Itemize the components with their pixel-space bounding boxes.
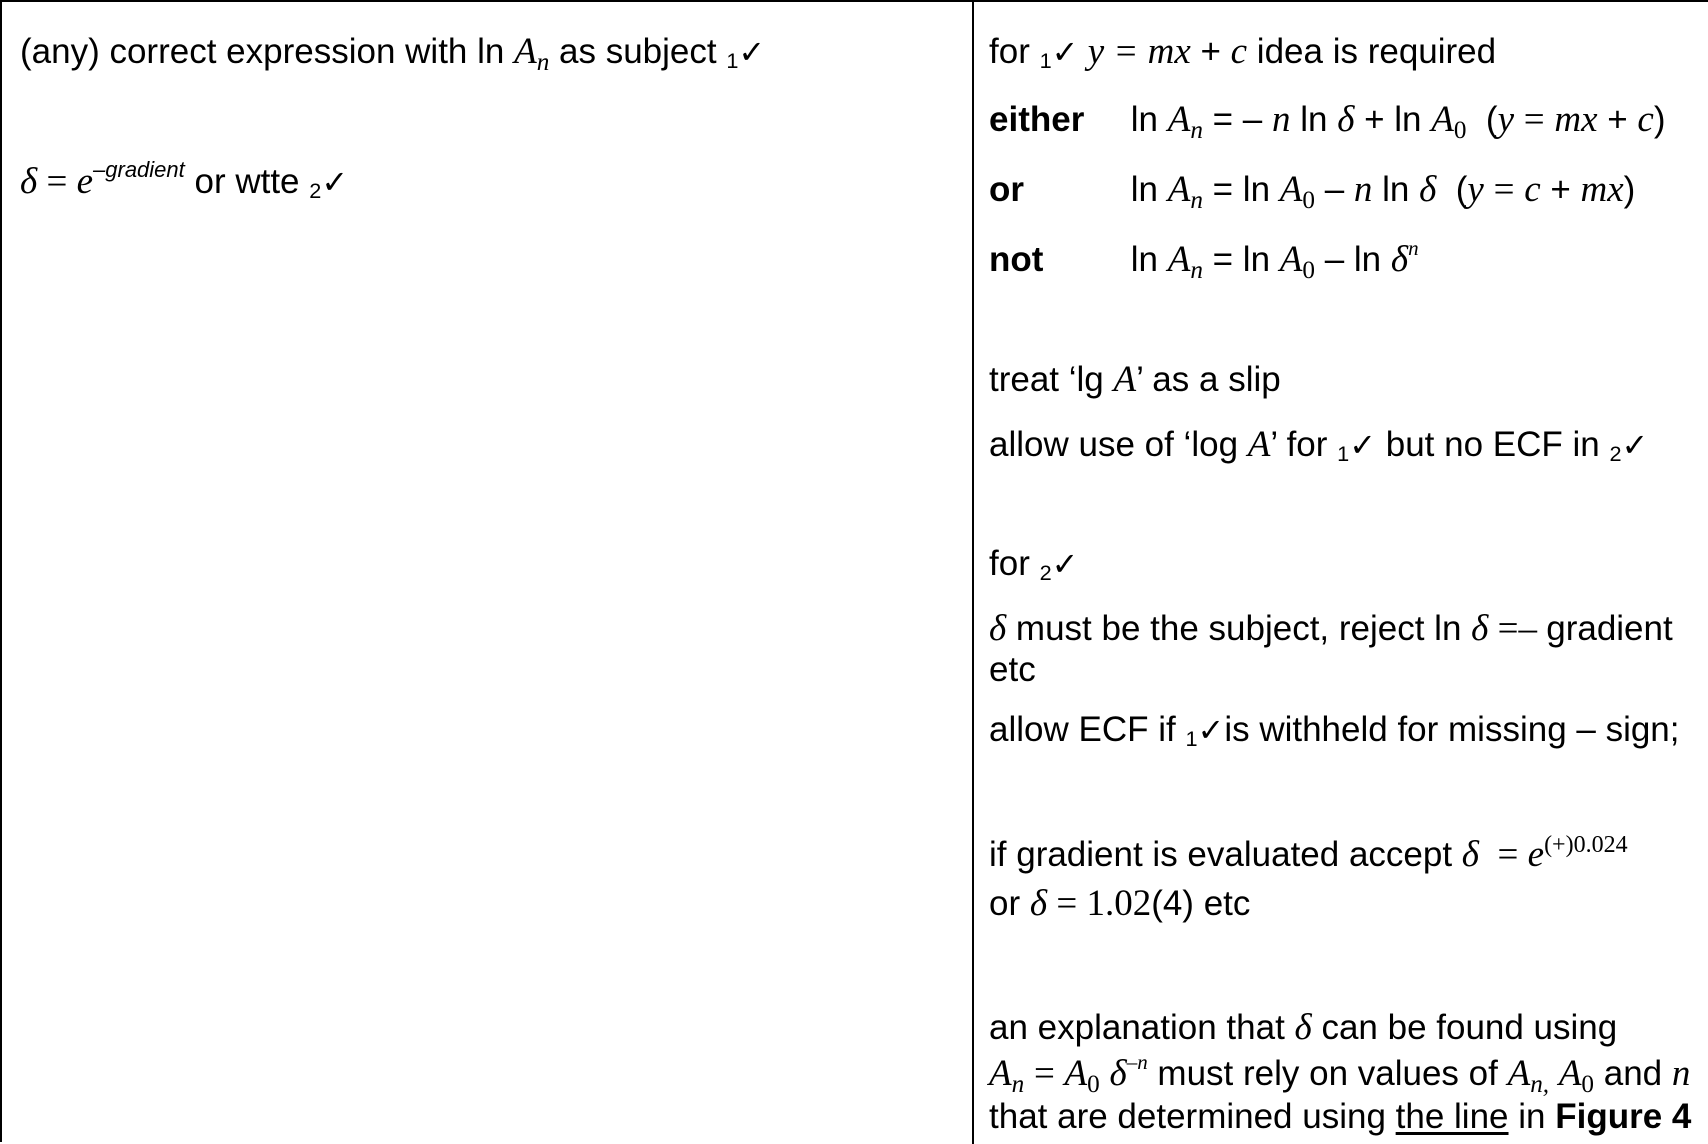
right-or-value: or δ = 1.02(4) etc <box>989 883 1251 924</box>
left-line-2: $\delta = e^{-gradient}$ or wtte 2✓ <box>20 157 349 204</box>
right-for2: for 2✓ <box>989 544 1079 586</box>
tick-icon: ✓ <box>738 34 766 70</box>
column-divider <box>972 2 974 1144</box>
tick-icon: ✓ <box>1051 546 1079 582</box>
tick-icon: ✓ <box>321 164 349 200</box>
right-not: not $\ln A_n = \ln A_0 - \ln \delta^n$ <box>989 236 1419 285</box>
explanation-vars: $A_{n,}$ $A_0$ <box>1507 1053 1595 1099</box>
not-equation: $\ln A_n = \ln A_0 - \ln \delta^n$ <box>1130 236 1419 285</box>
right-explanation-2: $A_n = A_0$ $\delta^{-n}$ must rely on values of $A_{n,}$ $A_0$ and n <box>989 1050 1691 1099</box>
right-either: either $\ln A_n$ = – n $\ln \delta + \ln A_0$ (y = mx + c) <box>989 99 1666 145</box>
right-treat: treat ‘lg A’ as a slip <box>989 359 1281 400</box>
left-line-1: (any) correct expression with $\ln A_n$ as subject 1✓ <box>20 31 766 77</box>
tick-icon: ✓ <box>1621 427 1649 463</box>
right-gradient: if gradient is evaluated accept $\delta = e^{(+)0.024}$ <box>989 832 1628 875</box>
right-allow-ecf: allow ECF if 1✓is withheld for missing – sign; <box>989 710 1680 752</box>
either-equation: $\ln A_n$ = – n $\ln \delta + \ln A_0$ (y = mx + c) <box>1130 99 1666 145</box>
right-subject: δ must be the subject, reject ln δ =– gradient <box>989 608 1673 649</box>
tick-icon: ✓ <box>1051 34 1079 70</box>
tick-icon: ✓ <box>1197 712 1225 748</box>
right-allow-log: allow use of ‘log A’ for 1✓ but no ECF in 2✓ <box>989 424 1649 467</box>
right-etc: etc <box>989 650 1036 689</box>
tick-icon: ✓ <box>1349 427 1377 463</box>
explanation-equation: $A_n = A_0$ $\delta^{-n}$ <box>989 1050 1148 1099</box>
right-explanation-1: an explanation that δ can be found using <box>989 1007 1618 1048</box>
right-for1: for 1✓ y = mx + c idea is required <box>989 31 1497 74</box>
right-explanation-3: that are determined using the line in Figure 4 <box>989 1097 1692 1136</box>
or-equation: $\ln A_n = \ln A_0 - n$ ln δ (y = c + mx) <box>1130 169 1636 215</box>
right-or: or $\ln A_n = \ln A_0 - n$ ln δ (y = c + mx) <box>989 169 1636 215</box>
